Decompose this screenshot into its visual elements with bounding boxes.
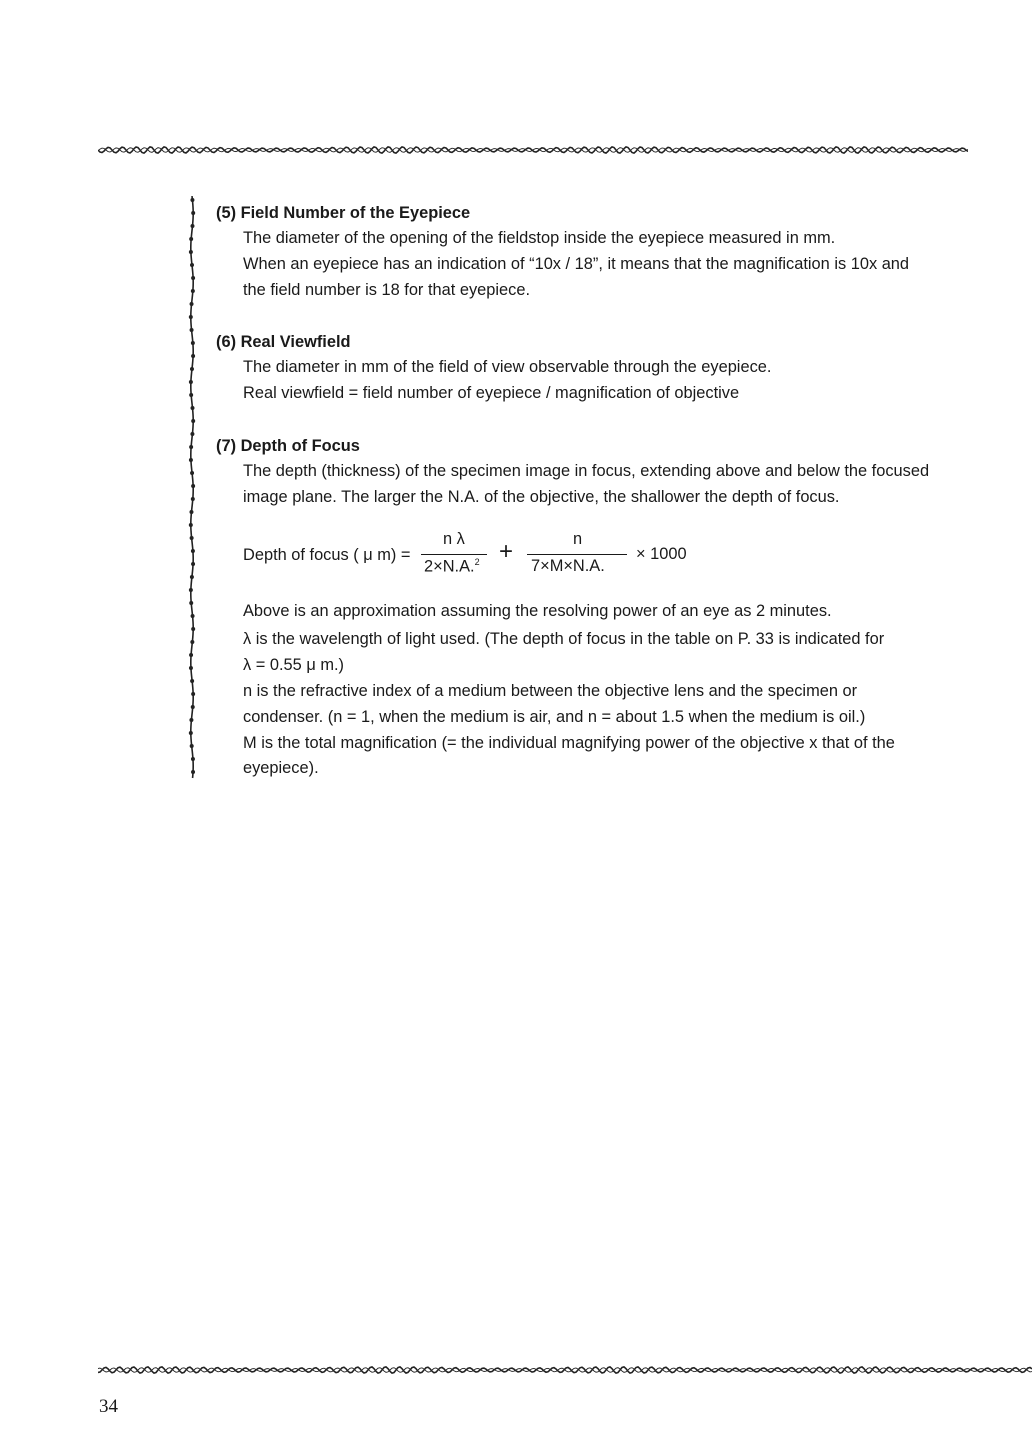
- formula-label: Depth of focus ( μ m) =: [243, 545, 411, 564]
- note-line: eyepiece).: [243, 759, 319, 778]
- section-body: [243, 355, 976, 407]
- section-body: [243, 226, 976, 303]
- fraction-1-bar: [421, 554, 487, 555]
- note-line: n is the refractive index of a medium between the objective lens and the specimen or: [243, 681, 858, 700]
- depth-of-focus-formula: [243, 531, 976, 579]
- section-heading: (5) Field Number of the Eyepiece: [216, 204, 471, 222]
- body-line: The diameter in mm of the field of view observable through the eyepiece.: [243, 358, 772, 377]
- left-dotted-rule: [186, 196, 198, 780]
- fraction-2-denominator: 7×M×N.A.: [531, 556, 605, 575]
- top-wavy-rule: [98, 142, 968, 158]
- section-heading: (6) Real Viewfield: [216, 333, 351, 352]
- section-body: [243, 459, 976, 511]
- body-line: The diameter of the opening of the fieldstop inside the eyepiece measured in mm.: [243, 229, 836, 247]
- body-line: The depth (thickness) of the specimen image in focus, extending above and below the focused: [243, 461, 930, 480]
- body-line: Real viewfield = field number of eyepiece / magnification of objective: [243, 384, 740, 403]
- fraction-1-denominator: 2×N.A.$^2$: [424, 556, 480, 576]
- note-line: M is the total magnification (= the individual magnifying power of the objective x that of the: [243, 733, 895, 752]
- fraction-2-numerator: n: [573, 529, 583, 548]
- note-line: condenser. (n = 1, when the medium is air, and n = about 1.5 when the medium is oil.): [243, 707, 866, 726]
- notes: [243, 599, 976, 783]
- bottom-wavy-rule: [98, 1362, 1032, 1378]
- section-heading: (7) Depth of Focus: [216, 436, 360, 455]
- page-content: [216, 200, 976, 782]
- body-line: image plane. The larger the N.A. of the objective, the shallower the depth of focus.: [243, 487, 840, 506]
- page-number: 34: [99, 1396, 118, 1417]
- fraction-1-numerator: n λ: [443, 529, 465, 548]
- plus-sign: +: [499, 537, 514, 565]
- note-line: λ is the wavelength of light used. (The depth of focus in the table on P. 33 is indicated for: [243, 630, 885, 649]
- multiplier: × 1000: [636, 544, 687, 563]
- note-line: λ = 0.55 μ m.): [243, 656, 344, 675]
- body-line: the field number is 18 for that eyepiece.: [243, 280, 531, 299]
- fraction-2-bar: [527, 554, 627, 555]
- body-line: When an eyepiece has an indication of “10x / 18”, it means that the magnification is 10x and: [243, 254, 910, 273]
- note-line: Above is an approximation assuming the resolving power of an eye as 2 minutes.: [243, 601, 832, 620]
